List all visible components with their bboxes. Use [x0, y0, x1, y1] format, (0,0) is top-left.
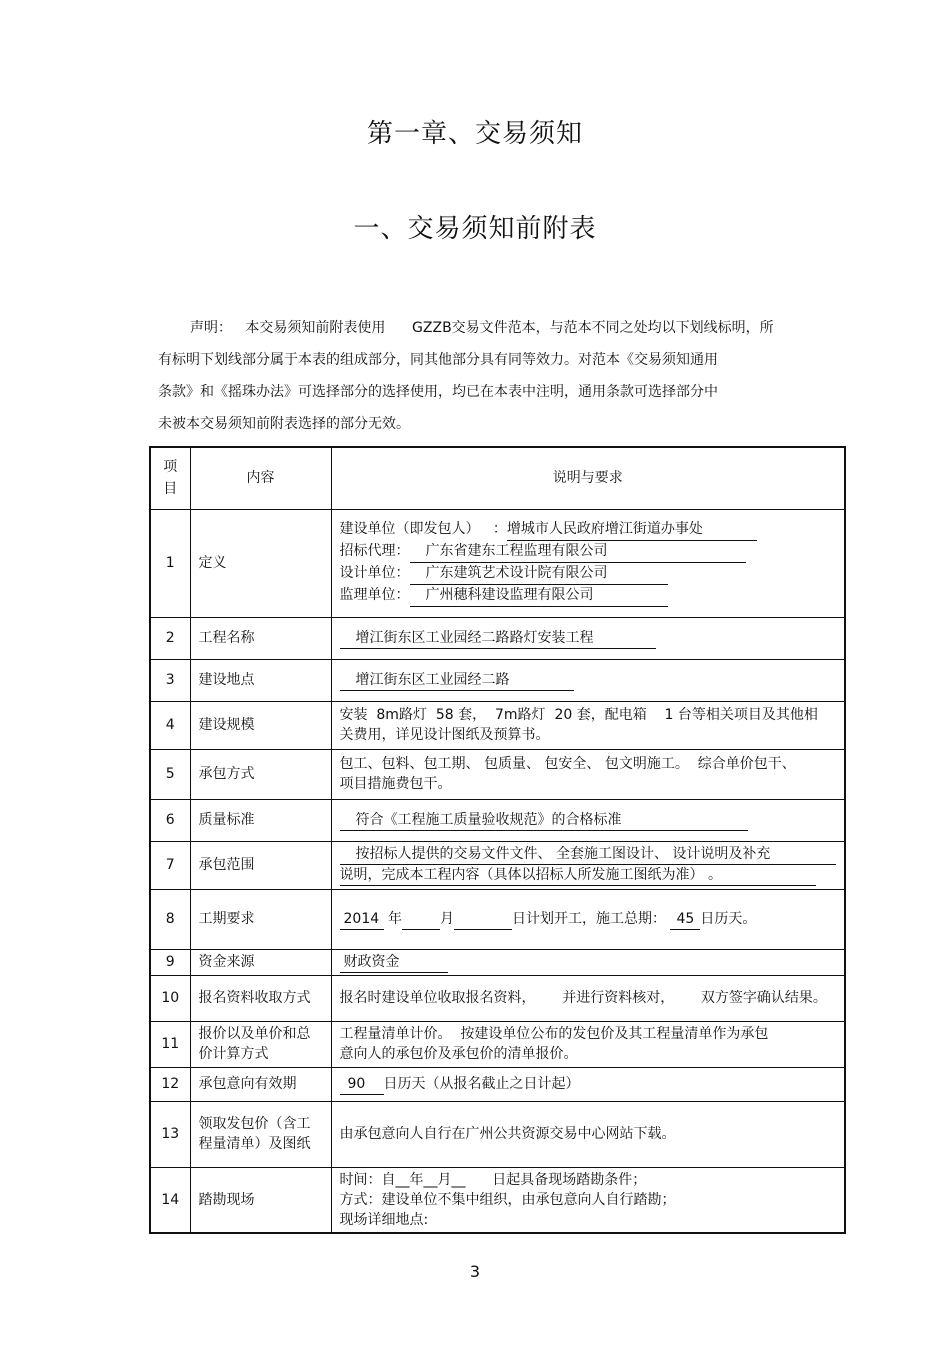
row-no: 4: [150, 701, 190, 749]
row-desc: [331, 1167, 845, 1233]
duration-unit: 日历天。: [700, 910, 757, 927]
row-desc-value: 符合《工程施工质量验收规范》的合格标准: [340, 810, 748, 831]
section-title: 一、交易须知前附表: [353, 214, 597, 244]
statement-line: 有标明下划线部分属于本表的组成部分，同其他部分具有同等效力。对范本《交易须知通用: [158, 352, 718, 368]
row-item: 资金来源: [190, 949, 331, 975]
row-no: 7: [150, 841, 190, 889]
row-no: 3: [150, 659, 190, 701]
start-day-blank: [454, 909, 512, 930]
def-label: 建设单位（即发包人） ：: [339, 521, 507, 537]
table-row: [150, 949, 845, 975]
table-row: [150, 1101, 845, 1167]
table-row: [150, 659, 845, 701]
validity-unit: 日历天（从报名截止之日计起）: [383, 1075, 580, 1092]
row-desc: [331, 1021, 845, 1067]
row-item: 工程名称: [190, 617, 331, 659]
def-value: 广东建筑艺术设计院有限公司: [410, 563, 668, 585]
row-no: 12: [150, 1067, 190, 1101]
statement-paragraph: [158, 312, 808, 440]
def-value: 广东省建东工程监理有限公司: [410, 541, 746, 563]
row-desc-line: 安装 8m路灯 58 套， 7m路灯 20 套，配电箱 1 台等相关项目及其他相: [339, 707, 818, 723]
start-month-blank: [402, 909, 440, 930]
header-no: 项 目: [150, 447, 190, 509]
row-desc: 由承包意向人自行在广州公共资源交易中心网站下载。: [331, 1101, 845, 1167]
row-desc-line: 时间：自__年__月__ 日起具备现场踏勘条件；: [339, 1171, 647, 1188]
table-row: [150, 749, 845, 799]
table-row: [150, 1021, 845, 1067]
row-item: 承包意向有效期: [190, 1067, 331, 1101]
row-desc-value: 增江街东区工业园经二路: [340, 670, 574, 691]
pre-attached-table: [149, 446, 846, 1234]
row-desc-line: 关费用，详见设计图纸及预算书。: [339, 727, 550, 743]
row-item: 踏勘现场: [190, 1167, 331, 1233]
statement-line: 未被本交易须知前附表选择的部分无效。: [158, 416, 410, 432]
row-item: 质量标准: [190, 799, 331, 841]
def-label: 设计单位：: [339, 565, 410, 581]
validity-days: 90: [340, 1074, 384, 1095]
row-item: 报价以及单价和总价计算方式: [190, 1021, 331, 1067]
row-no: 6: [150, 799, 190, 841]
row-desc-line: 项目措施费包干。: [339, 776, 452, 792]
table-row: [150, 799, 845, 841]
month-label: 月: [439, 910, 454, 927]
row-desc-line: 包工、包料、包工期、 包质量、 包安全、 包文明施工。 综合单价包干、: [339, 756, 796, 772]
table-row: [150, 1167, 845, 1233]
row-no: 11: [150, 1021, 190, 1067]
row-desc-line: 方式：建设单位不集中组织，由承包意向人自行踏勘；: [339, 1191, 676, 1208]
duration-days: 45: [670, 909, 700, 930]
page-number: 3: [469, 1262, 481, 1281]
row-desc-line: 说明，完成本工程内容（具体以招标人所发施工图纸为准） 。: [340, 865, 816, 886]
row-desc: [331, 701, 845, 749]
table-row: [150, 975, 845, 1021]
chapter-title: 第一章、交易须知: [366, 119, 583, 149]
row-desc: [331, 509, 845, 617]
row-desc: [331, 659, 845, 701]
row-desc: 报名时建设单位收取报名资料， 并进行资料核对， 双方签字确认结果。: [331, 975, 845, 1021]
statement-line: 声明： 本交易须知前附表使用 GZZB交易文件范本，与范本不同之处均以下划线标明，所: [190, 320, 774, 336]
row-no: 2: [150, 617, 190, 659]
row-item: 建设规模: [190, 701, 331, 749]
table-row: [150, 509, 845, 617]
table-row: [150, 701, 845, 749]
row-desc-line: 工程量清单计价。 按建设单位公布的发包价及其工程量清单作为承包: [339, 1026, 769, 1042]
header-item: 内容: [190, 447, 331, 509]
row-desc: [331, 749, 845, 799]
def-label: 监理单位：: [339, 587, 410, 603]
table-row: [150, 617, 845, 659]
row-desc-value: 增江街东区工业园经二路路灯安装工程: [340, 628, 656, 649]
table-row: [150, 889, 845, 949]
row-no: 1: [150, 509, 190, 617]
table-row: [150, 1067, 845, 1101]
row-desc: [331, 799, 845, 841]
row-desc-value: 财政资金: [340, 952, 448, 973]
row-no: 5: [150, 749, 190, 799]
row-desc-line: 意向人的承包价及承包价的清单报价。: [339, 1046, 578, 1062]
row-desc: [331, 617, 845, 659]
row-desc: [331, 841, 845, 889]
year-label: 年: [387, 910, 402, 927]
def-value: 增城市人民政府增江街道办事处: [507, 519, 757, 541]
row-desc-line: 按招标人提供的交易文件文件、 全套施工图设计、 设计说明及补充: [340, 844, 836, 865]
def-value: 广州穗科建设监理有限公司: [410, 585, 668, 607]
row-no: 14: [150, 1167, 190, 1233]
row-no: 13: [150, 1101, 190, 1167]
day-label: 日计划开工，施工总期：: [511, 910, 666, 927]
row-desc: [331, 1067, 845, 1101]
row-no: 10: [150, 975, 190, 1021]
row-item: 承包方式: [190, 749, 331, 799]
row-item: 工期要求: [190, 889, 331, 949]
statement-line: 条款》和《摇珠办法》可选择部分的选择使用，均已在本表中注明，通用条款可选择部分中: [158, 384, 718, 400]
header-desc: 说明与要求: [331, 447, 845, 509]
def-label: 招标代理：: [339, 543, 410, 559]
row-no: 9: [150, 949, 190, 975]
row-item: 建设地点: [190, 659, 331, 701]
row-desc-line: 现场详细地点:: [339, 1211, 429, 1228]
row-item: 领取发包价（含工程量清单）及图纸: [190, 1101, 331, 1167]
row-no: 8: [150, 889, 190, 949]
row-desc: [331, 889, 845, 949]
start-year: 2014: [340, 909, 384, 930]
table-header-row: [150, 447, 845, 509]
row-item: 报名资料收取方式: [190, 975, 331, 1021]
table-row: [150, 841, 845, 889]
row-item: 承包范围: [190, 841, 331, 889]
row-item: 定义: [190, 509, 331, 617]
row-desc: [331, 949, 845, 975]
